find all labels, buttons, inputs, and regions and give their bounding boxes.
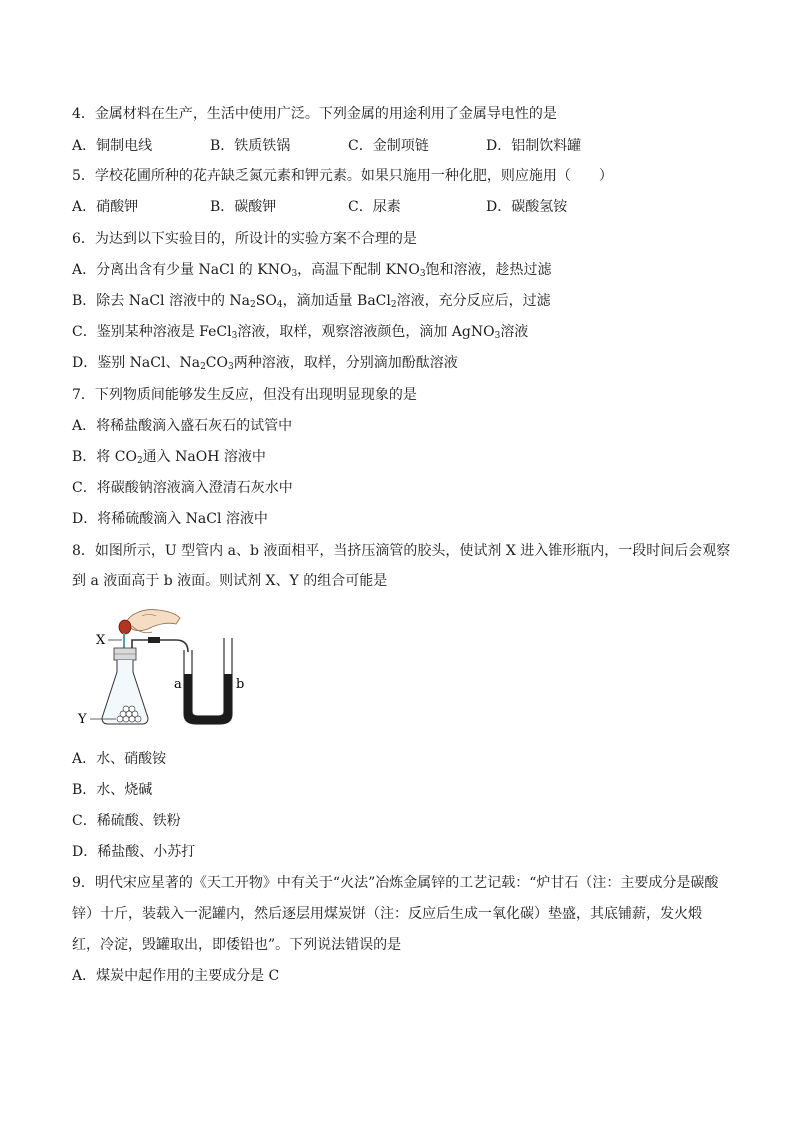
apparatus-diagram <box>72 602 272 732</box>
question-9-stem-line-3: 红，冷淀，毁罐取出，即倭铅也”。下列说法错误的是 <box>72 937 402 953</box>
dropper-bulb <box>119 620 131 634</box>
question-5-options <box>72 197 624 217</box>
hand-icon <box>126 610 180 633</box>
question-5-option-d: D．碳酸氢铵 <box>486 199 568 215</box>
question-9-stem-line-2: 锌）十斤，装载入一泥罐内，然后逐层用煤炭饼（注：反应后生成一氧化碳）垫盛，其底铺薪，发火煅 <box>72 906 702 922</box>
rubber-joint <box>148 637 160 643</box>
question-4-option-a: A．铜制电线 <box>72 138 153 154</box>
question-4-stem: 4．金属材料在生产，生活中使用广泛。下列金属的用途利用了金属导电性的是 <box>72 106 557 122</box>
question-6-option-b: B．除去 NaCl 溶液中的 $Na_2SO_4$，滴加适量 BaCl$_2$溶液，充分反应后，过滤 <box>72 293 551 310</box>
question-4-option-b: B．铁质铁锅 <box>210 138 291 154</box>
question-9-stem-line-1: 9．明代宋应星著的《天工开物》中有关于“火法”冶炼金属锌的工艺记载：“炉甘石（注：主要成分是碳酸 <box>72 875 719 891</box>
question-5-option-a: A．硝酸钾 <box>72 199 139 215</box>
question-4-option-c: C．金制项链 <box>348 138 429 154</box>
label-b: b <box>236 677 245 692</box>
question-7-option-d: D．将稀硫酸滴入 NaCl 溶液中 <box>72 511 268 527</box>
question-7-option-c: C．将碳酸钠溶液滴入澄清石灰水中 <box>72 480 293 496</box>
question-5-stem: 5．学校花圃所种的花卉缺乏氮元素和钾元素。如果只施用一种化肥，则应施用（ ） <box>72 168 613 184</box>
question-7-stem: 7．下列物质间能够发生反应，但没有出现明显现象的是 <box>72 387 417 403</box>
question-5-option-b: B．碳酸钾 <box>210 199 277 215</box>
label-x: X <box>96 633 106 648</box>
label-a: a <box>174 677 182 692</box>
apparatus-figure <box>72 602 272 732</box>
question-8-option-c: C．稀硫酸、铁粉 <box>72 813 181 829</box>
question-8-stem-line-2: 到 a 液面高于 b 液面。则试剂 X、Y 的组合可能是 <box>72 573 388 589</box>
question-8-option-a: A．水、硝酸铵 <box>72 751 167 767</box>
question-8-option-b: B．水、烧碱 <box>72 782 153 798</box>
u-tube <box>184 638 232 724</box>
question-4-option-d: D．铝制饮料罐 <box>486 138 582 154</box>
question-8-option-d: D．稀盐酸、小苏打 <box>72 844 196 860</box>
question-5-option-c: C．尿素 <box>348 199 401 215</box>
question-4-options <box>72 136 624 156</box>
question-6-option-c: C．鉴别某种溶液是 FeCl$_3$溶液，取样，观察溶液颜色，滴加 AgNO$_3$溶液 <box>72 324 529 341</box>
question-7-option-b: B．将 $CO_2$通入 NaOH 溶液中 <box>72 449 266 466</box>
question-6-stem: 6．为达到以下实验目的，所设计的实验方案不合理的是 <box>72 231 417 247</box>
question-6-option-d: D．鉴别 NaCl、$Na_2CO_3$两种溶液，取样，分别滴加酚酞溶液 <box>72 355 458 372</box>
question-6-option-a: A．分离出含有少量 NaCl 的 $KNO_3$，高温下配制 $KNO_3$饱和溶液，趁热过滤 <box>72 262 552 279</box>
label-y: Y <box>78 712 87 727</box>
question-8-stem-line-1: 8．如图所示，U 型管内 a、b 液面相平，当挤压滴管的胶头，使试剂 X 进入锥形瓶内，一段时间后会观察 <box>72 543 731 559</box>
question-9-option-a: A．煤炭中起作用的主要成分是 C <box>72 968 280 984</box>
question-7-option-a: A．将稀盐酸滴入盛石灰石的试管中 <box>72 418 293 434</box>
